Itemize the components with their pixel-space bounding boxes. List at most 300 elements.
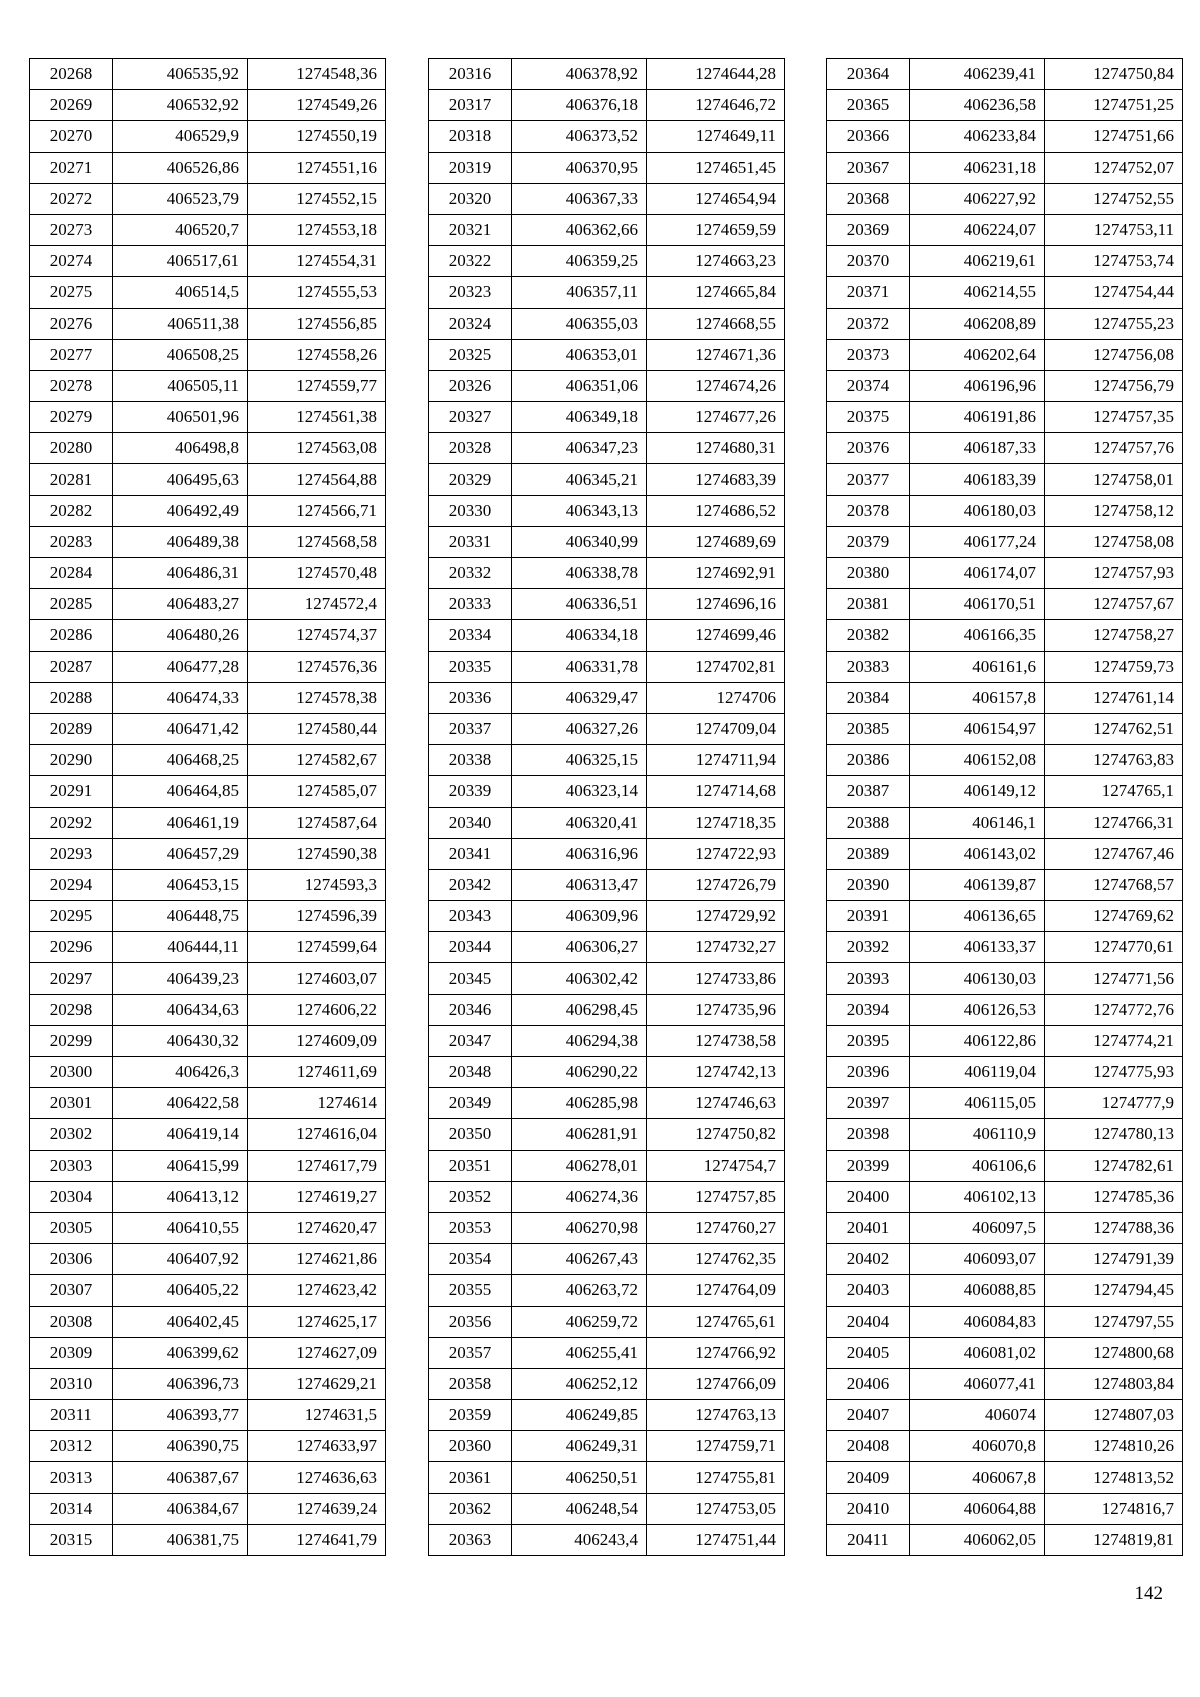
point-id-cell: 20384 xyxy=(827,682,910,713)
x-coordinate-cell: 406152,08 xyxy=(910,745,1045,776)
point-id-cell: 20309 xyxy=(30,1337,113,1368)
point-id-cell: 20276 xyxy=(30,308,113,339)
x-coordinate-cell: 406161,6 xyxy=(910,651,1045,682)
point-id-cell: 20389 xyxy=(827,838,910,869)
y-coordinate-cell: 1274663,23 xyxy=(647,246,785,277)
point-id-cell: 20402 xyxy=(827,1244,910,1275)
table-row xyxy=(30,558,386,589)
x-coordinate-cell: 406170,51 xyxy=(910,589,1045,620)
table-row xyxy=(827,1431,1183,1462)
y-coordinate-cell: 1274758,27 xyxy=(1045,620,1183,651)
table-row xyxy=(30,90,386,121)
table-row xyxy=(429,620,785,651)
table-row xyxy=(30,589,386,620)
point-id-cell: 20313 xyxy=(30,1462,113,1493)
x-coordinate-cell: 406166,35 xyxy=(910,620,1045,651)
table-row xyxy=(827,152,1183,183)
point-id-cell: 20347 xyxy=(429,1025,512,1056)
point-id-cell: 20380 xyxy=(827,558,910,589)
point-id-cell: 20379 xyxy=(827,526,910,557)
point-id-cell: 20325 xyxy=(429,339,512,370)
x-coordinate-cell: 406119,04 xyxy=(910,1057,1045,1088)
table-row xyxy=(429,1119,785,1150)
point-id-cell: 20344 xyxy=(429,932,512,963)
y-coordinate-cell: 1274756,08 xyxy=(1045,339,1183,370)
table-row xyxy=(429,526,785,557)
x-coordinate-cell: 406396,73 xyxy=(113,1368,248,1399)
x-coordinate-cell: 406227,92 xyxy=(910,183,1045,214)
point-id-cell: 20293 xyxy=(30,838,113,869)
point-id-cell: 20388 xyxy=(827,807,910,838)
table-row xyxy=(30,1212,386,1243)
point-id-cell: 20401 xyxy=(827,1212,910,1243)
y-coordinate-cell: 1274639,24 xyxy=(248,1493,386,1524)
x-coordinate-cell: 406183,39 xyxy=(910,464,1045,495)
y-coordinate-cell: 1274689,69 xyxy=(647,526,785,557)
y-coordinate-cell: 1274714,68 xyxy=(647,776,785,807)
y-coordinate-cell: 1274593,3 xyxy=(248,869,386,900)
table-row xyxy=(30,246,386,277)
y-coordinate-cell: 1274620,47 xyxy=(248,1212,386,1243)
x-coordinate-cell: 406448,75 xyxy=(113,901,248,932)
x-coordinate-cell: 406062,05 xyxy=(910,1524,1045,1555)
table-row xyxy=(30,932,386,963)
y-coordinate-cell: 1274767,46 xyxy=(1045,838,1183,869)
x-coordinate-cell: 406154,97 xyxy=(910,713,1045,744)
table-row xyxy=(429,433,785,464)
y-coordinate-cell: 1274709,04 xyxy=(647,713,785,744)
x-coordinate-cell: 406174,07 xyxy=(910,558,1045,589)
y-coordinate-cell: 1274774,21 xyxy=(1045,1025,1183,1056)
y-coordinate-cell: 1274813,52 xyxy=(1045,1462,1183,1493)
table-row xyxy=(429,713,785,744)
table-row xyxy=(827,963,1183,994)
point-id-cell: 20273 xyxy=(30,214,113,245)
table-row xyxy=(429,1368,785,1399)
table-row xyxy=(429,90,785,121)
x-coordinate-cell: 406532,92 xyxy=(113,90,248,121)
y-coordinate-cell: 1274563,08 xyxy=(248,433,386,464)
x-coordinate-cell: 406146,1 xyxy=(910,807,1045,838)
x-coordinate-cell: 406136,65 xyxy=(910,901,1045,932)
y-coordinate-cell: 1274616,04 xyxy=(248,1119,386,1150)
x-coordinate-cell: 406351,06 xyxy=(512,370,647,401)
point-id-cell: 20353 xyxy=(429,1212,512,1243)
x-coordinate-cell: 406405,22 xyxy=(113,1275,248,1306)
y-coordinate-cell: 1274629,21 xyxy=(248,1368,386,1399)
point-id-cell: 20292 xyxy=(30,807,113,838)
x-coordinate-cell: 406259,72 xyxy=(512,1306,647,1337)
table-row xyxy=(429,682,785,713)
table-row xyxy=(429,1244,785,1275)
y-coordinate-cell: 1274596,39 xyxy=(248,901,386,932)
x-coordinate-cell: 406381,75 xyxy=(113,1524,248,1555)
point-id-cell: 20326 xyxy=(429,370,512,401)
y-coordinate-cell: 1274751,25 xyxy=(1045,90,1183,121)
x-coordinate-cell: 406302,42 xyxy=(512,963,647,994)
y-coordinate-cell: 1274766,31 xyxy=(1045,807,1183,838)
point-id-cell: 20351 xyxy=(429,1150,512,1181)
x-coordinate-cell: 406077,41 xyxy=(910,1368,1045,1399)
x-coordinate-cell: 406327,26 xyxy=(512,713,647,744)
point-id-cell: 20323 xyxy=(429,277,512,308)
x-coordinate-cell: 406430,32 xyxy=(113,1025,248,1056)
table-row xyxy=(827,838,1183,869)
table-row xyxy=(429,1088,785,1119)
table-row xyxy=(429,589,785,620)
table-row xyxy=(827,1244,1183,1275)
table-row xyxy=(30,620,386,651)
table-row xyxy=(429,745,785,776)
y-coordinate-cell: 1274766,09 xyxy=(647,1368,785,1399)
x-coordinate-cell: 406474,33 xyxy=(113,682,248,713)
point-id-cell: 20393 xyxy=(827,963,910,994)
point-id-cell: 20303 xyxy=(30,1150,113,1181)
x-coordinate-cell: 406084,83 xyxy=(910,1306,1045,1337)
table-row xyxy=(30,807,386,838)
table-row xyxy=(827,620,1183,651)
point-id-cell: 20386 xyxy=(827,745,910,776)
y-coordinate-cell: 1274590,38 xyxy=(248,838,386,869)
table-row xyxy=(429,807,785,838)
x-coordinate-cell: 406313,47 xyxy=(512,869,647,900)
table-row xyxy=(827,1462,1183,1493)
x-coordinate-cell: 406373,52 xyxy=(512,121,647,152)
y-coordinate-cell: 1274561,38 xyxy=(248,402,386,433)
table-row xyxy=(429,495,785,526)
table-row xyxy=(30,1337,386,1368)
table-row xyxy=(429,1400,785,1431)
table-row xyxy=(429,776,785,807)
point-id-cell: 20332 xyxy=(429,558,512,589)
x-coordinate-cell: 406477,28 xyxy=(113,651,248,682)
x-coordinate-cell: 406306,27 xyxy=(512,932,647,963)
point-id-cell: 20343 xyxy=(429,901,512,932)
table-row xyxy=(827,214,1183,245)
y-coordinate-cell: 1274768,57 xyxy=(1045,869,1183,900)
x-coordinate-cell: 406255,41 xyxy=(512,1337,647,1368)
x-coordinate-cell: 406316,96 xyxy=(512,838,647,869)
x-coordinate-cell: 406285,98 xyxy=(512,1088,647,1119)
point-id-cell: 20367 xyxy=(827,152,910,183)
point-id-cell: 20306 xyxy=(30,1244,113,1275)
y-coordinate-cell: 1274752,07 xyxy=(1045,152,1183,183)
point-id-cell: 20346 xyxy=(429,994,512,1025)
table-row xyxy=(429,838,785,869)
table-row xyxy=(827,495,1183,526)
table-row xyxy=(30,713,386,744)
y-coordinate-cell: 1274732,27 xyxy=(647,932,785,963)
point-id-cell: 20397 xyxy=(827,1088,910,1119)
y-coordinate-cell: 1274649,11 xyxy=(647,121,785,152)
point-id-cell: 20342 xyxy=(429,869,512,900)
point-id-cell: 20331 xyxy=(429,526,512,557)
y-coordinate-cell: 1274753,05 xyxy=(647,1493,785,1524)
coordinate-table-2 xyxy=(428,58,785,1556)
point-id-cell: 20396 xyxy=(827,1057,910,1088)
x-coordinate-cell: 406505,11 xyxy=(113,370,248,401)
y-coordinate-cell: 1274627,09 xyxy=(248,1337,386,1368)
x-coordinate-cell: 406064,88 xyxy=(910,1493,1045,1524)
point-id-cell: 20280 xyxy=(30,433,113,464)
table-row xyxy=(30,1493,386,1524)
point-id-cell: 20279 xyxy=(30,402,113,433)
point-id-cell: 20378 xyxy=(827,495,910,526)
table-row xyxy=(30,214,386,245)
point-id-cell: 20290 xyxy=(30,745,113,776)
table-row xyxy=(30,277,386,308)
table-row xyxy=(827,464,1183,495)
y-coordinate-cell: 1274750,82 xyxy=(647,1119,785,1150)
point-id-cell: 20385 xyxy=(827,713,910,744)
coordinate-table-3 xyxy=(826,58,1183,1556)
point-id-cell: 20297 xyxy=(30,963,113,994)
x-coordinate-cell: 406130,03 xyxy=(910,963,1045,994)
table-row xyxy=(30,183,386,214)
y-coordinate-cell: 1274625,17 xyxy=(248,1306,386,1337)
y-coordinate-cell: 1274550,19 xyxy=(248,121,386,152)
table-row xyxy=(30,495,386,526)
y-coordinate-cell: 1274726,79 xyxy=(647,869,785,900)
x-coordinate-cell: 406535,92 xyxy=(113,59,248,90)
x-coordinate-cell: 406250,51 xyxy=(512,1462,647,1493)
table-row xyxy=(827,1524,1183,1555)
table-row xyxy=(30,1025,386,1056)
x-coordinate-cell: 406422,58 xyxy=(113,1088,248,1119)
table-row xyxy=(429,464,785,495)
table-row xyxy=(30,402,386,433)
y-coordinate-cell: 1274683,39 xyxy=(647,464,785,495)
point-id-cell: 20281 xyxy=(30,464,113,495)
point-id-cell: 20318 xyxy=(429,121,512,152)
y-coordinate-cell: 1274777,9 xyxy=(1045,1088,1183,1119)
y-coordinate-cell: 1274758,08 xyxy=(1045,526,1183,557)
y-coordinate-cell: 1274753,74 xyxy=(1045,246,1183,277)
point-id-cell: 20275 xyxy=(30,277,113,308)
x-coordinate-cell: 406126,53 xyxy=(910,994,1045,1025)
point-id-cell: 20284 xyxy=(30,558,113,589)
x-coordinate-cell: 406407,92 xyxy=(113,1244,248,1275)
x-coordinate-cell: 406390,75 xyxy=(113,1431,248,1462)
table-row xyxy=(429,1337,785,1368)
y-coordinate-cell: 1274729,92 xyxy=(647,901,785,932)
table-row xyxy=(429,963,785,994)
y-coordinate-cell: 1274752,55 xyxy=(1045,183,1183,214)
table-row xyxy=(827,121,1183,152)
table-row xyxy=(827,1088,1183,1119)
point-id-cell: 20391 xyxy=(827,901,910,932)
table-row xyxy=(827,994,1183,1025)
y-coordinate-cell: 1274553,18 xyxy=(248,214,386,245)
x-coordinate-cell: 406492,49 xyxy=(113,495,248,526)
table-row xyxy=(30,1462,386,1493)
point-id-cell: 20277 xyxy=(30,339,113,370)
table-row xyxy=(30,59,386,90)
point-id-cell: 20328 xyxy=(429,433,512,464)
y-coordinate-cell: 1274706 xyxy=(647,682,785,713)
x-coordinate-cell: 406529,9 xyxy=(113,121,248,152)
point-id-cell: 20283 xyxy=(30,526,113,557)
y-coordinate-cell: 1274772,76 xyxy=(1045,994,1183,1025)
y-coordinate-cell: 1274718,35 xyxy=(647,807,785,838)
y-coordinate-cell: 1274566,71 xyxy=(248,495,386,526)
point-id-cell: 20289 xyxy=(30,713,113,744)
table-row xyxy=(30,838,386,869)
x-coordinate-cell: 406468,25 xyxy=(113,745,248,776)
x-coordinate-cell: 406224,07 xyxy=(910,214,1045,245)
table-row xyxy=(827,277,1183,308)
table-row xyxy=(30,1368,386,1399)
x-coordinate-cell: 406511,38 xyxy=(113,308,248,339)
y-coordinate-cell: 1274619,27 xyxy=(248,1181,386,1212)
x-coordinate-cell: 406290,22 xyxy=(512,1057,647,1088)
x-coordinate-cell: 406376,18 xyxy=(512,90,647,121)
table-row xyxy=(30,152,386,183)
table-row xyxy=(429,1431,785,1462)
table-row xyxy=(827,745,1183,776)
point-id-cell: 20404 xyxy=(827,1306,910,1337)
x-coordinate-cell: 406088,85 xyxy=(910,1275,1045,1306)
point-id-cell: 20411 xyxy=(827,1524,910,1555)
point-id-cell: 20400 xyxy=(827,1181,910,1212)
table-row xyxy=(30,1306,386,1337)
x-coordinate-cell: 406355,03 xyxy=(512,308,647,339)
point-id-cell: 20311 xyxy=(30,1400,113,1431)
point-id-cell: 20294 xyxy=(30,869,113,900)
x-coordinate-cell: 406243,4 xyxy=(512,1524,647,1555)
x-coordinate-cell: 406343,13 xyxy=(512,495,647,526)
x-coordinate-cell: 406514,5 xyxy=(113,277,248,308)
x-coordinate-cell: 406325,15 xyxy=(512,745,647,776)
table-row xyxy=(30,1181,386,1212)
x-coordinate-cell: 406498,8 xyxy=(113,433,248,464)
point-id-cell: 20398 xyxy=(827,1119,910,1150)
x-coordinate-cell: 406410,55 xyxy=(113,1212,248,1243)
table-row xyxy=(30,869,386,900)
x-coordinate-cell: 406329,47 xyxy=(512,682,647,713)
x-coordinate-cell: 406270,98 xyxy=(512,1212,647,1243)
table-row xyxy=(827,807,1183,838)
table-row xyxy=(827,1181,1183,1212)
table-row xyxy=(30,963,386,994)
x-coordinate-cell: 406274,36 xyxy=(512,1181,647,1212)
x-coordinate-cell: 406106,6 xyxy=(910,1150,1045,1181)
x-coordinate-cell: 406278,01 xyxy=(512,1150,647,1181)
point-id-cell: 20390 xyxy=(827,869,910,900)
point-id-cell: 20322 xyxy=(429,246,512,277)
point-id-cell: 20345 xyxy=(429,963,512,994)
x-coordinate-cell: 406439,23 xyxy=(113,963,248,994)
table-row xyxy=(30,1119,386,1150)
y-coordinate-cell: 1274800,68 xyxy=(1045,1337,1183,1368)
table-row xyxy=(429,651,785,682)
point-id-cell: 20315 xyxy=(30,1524,113,1555)
table-row xyxy=(827,1337,1183,1368)
table-row xyxy=(827,901,1183,932)
point-id-cell: 20358 xyxy=(429,1368,512,1399)
point-id-cell: 20272 xyxy=(30,183,113,214)
table-row xyxy=(429,1150,785,1181)
y-coordinate-cell: 1274759,73 xyxy=(1045,651,1183,682)
table-row xyxy=(827,1150,1183,1181)
x-coordinate-cell: 406399,62 xyxy=(113,1337,248,1368)
table-row xyxy=(429,339,785,370)
point-id-cell: 20410 xyxy=(827,1493,910,1524)
table-row xyxy=(827,90,1183,121)
x-coordinate-cell: 406067,8 xyxy=(910,1462,1045,1493)
x-coordinate-cell: 406517,61 xyxy=(113,246,248,277)
table-row xyxy=(429,558,785,589)
y-coordinate-cell: 1274603,07 xyxy=(248,963,386,994)
x-coordinate-cell: 406093,07 xyxy=(910,1244,1045,1275)
point-id-cell: 20338 xyxy=(429,745,512,776)
point-id-cell: 20287 xyxy=(30,651,113,682)
table-row xyxy=(30,745,386,776)
y-coordinate-cell: 1274755,81 xyxy=(647,1462,785,1493)
point-id-cell: 20339 xyxy=(429,776,512,807)
y-coordinate-cell: 1274674,26 xyxy=(647,370,785,401)
x-coordinate-cell: 406426,3 xyxy=(113,1057,248,1088)
table-row xyxy=(30,1244,386,1275)
table-row xyxy=(30,1275,386,1306)
point-id-cell: 20366 xyxy=(827,121,910,152)
x-coordinate-cell: 406419,14 xyxy=(113,1119,248,1150)
table-row xyxy=(827,1025,1183,1056)
x-coordinate-cell: 406110,9 xyxy=(910,1119,1045,1150)
y-coordinate-cell: 1274753,11 xyxy=(1045,214,1183,245)
y-coordinate-cell: 1274564,88 xyxy=(248,464,386,495)
table-row xyxy=(827,246,1183,277)
table-row xyxy=(30,464,386,495)
point-id-cell: 20312 xyxy=(30,1431,113,1462)
y-coordinate-cell: 1274611,69 xyxy=(248,1057,386,1088)
y-coordinate-cell: 1274810,26 xyxy=(1045,1431,1183,1462)
y-coordinate-cell: 1274686,52 xyxy=(647,495,785,526)
y-coordinate-cell: 1274762,51 xyxy=(1045,713,1183,744)
x-coordinate-cell: 406370,95 xyxy=(512,152,647,183)
y-coordinate-cell: 1274556,85 xyxy=(248,308,386,339)
table-row xyxy=(827,651,1183,682)
y-coordinate-cell: 1274633,97 xyxy=(248,1431,386,1462)
y-coordinate-cell: 1274755,23 xyxy=(1045,308,1183,339)
point-id-cell: 20295 xyxy=(30,901,113,932)
point-id-cell: 20408 xyxy=(827,1431,910,1462)
table-row xyxy=(827,1306,1183,1337)
point-id-cell: 20330 xyxy=(429,495,512,526)
x-coordinate-cell: 406486,31 xyxy=(113,558,248,589)
point-id-cell: 20308 xyxy=(30,1306,113,1337)
y-coordinate-cell: 1274617,79 xyxy=(248,1150,386,1181)
x-coordinate-cell: 406434,63 xyxy=(113,994,248,1025)
y-coordinate-cell: 1274785,36 xyxy=(1045,1181,1183,1212)
x-coordinate-cell: 406359,25 xyxy=(512,246,647,277)
x-coordinate-cell: 406309,96 xyxy=(512,901,647,932)
y-coordinate-cell: 1274756,79 xyxy=(1045,370,1183,401)
table-row xyxy=(30,682,386,713)
x-coordinate-cell: 406122,86 xyxy=(910,1025,1045,1056)
y-coordinate-cell: 1274559,77 xyxy=(248,370,386,401)
y-coordinate-cell: 1274758,01 xyxy=(1045,464,1183,495)
point-id-cell: 20369 xyxy=(827,214,910,245)
y-coordinate-cell: 1274751,66 xyxy=(1045,121,1183,152)
x-coordinate-cell: 406345,21 xyxy=(512,464,647,495)
table-row xyxy=(30,1057,386,1088)
y-coordinate-cell: 1274751,44 xyxy=(647,1524,785,1555)
y-coordinate-cell: 1274803,84 xyxy=(1045,1368,1183,1399)
table-row xyxy=(827,59,1183,90)
table-row xyxy=(429,1275,785,1306)
table-row xyxy=(429,1212,785,1243)
